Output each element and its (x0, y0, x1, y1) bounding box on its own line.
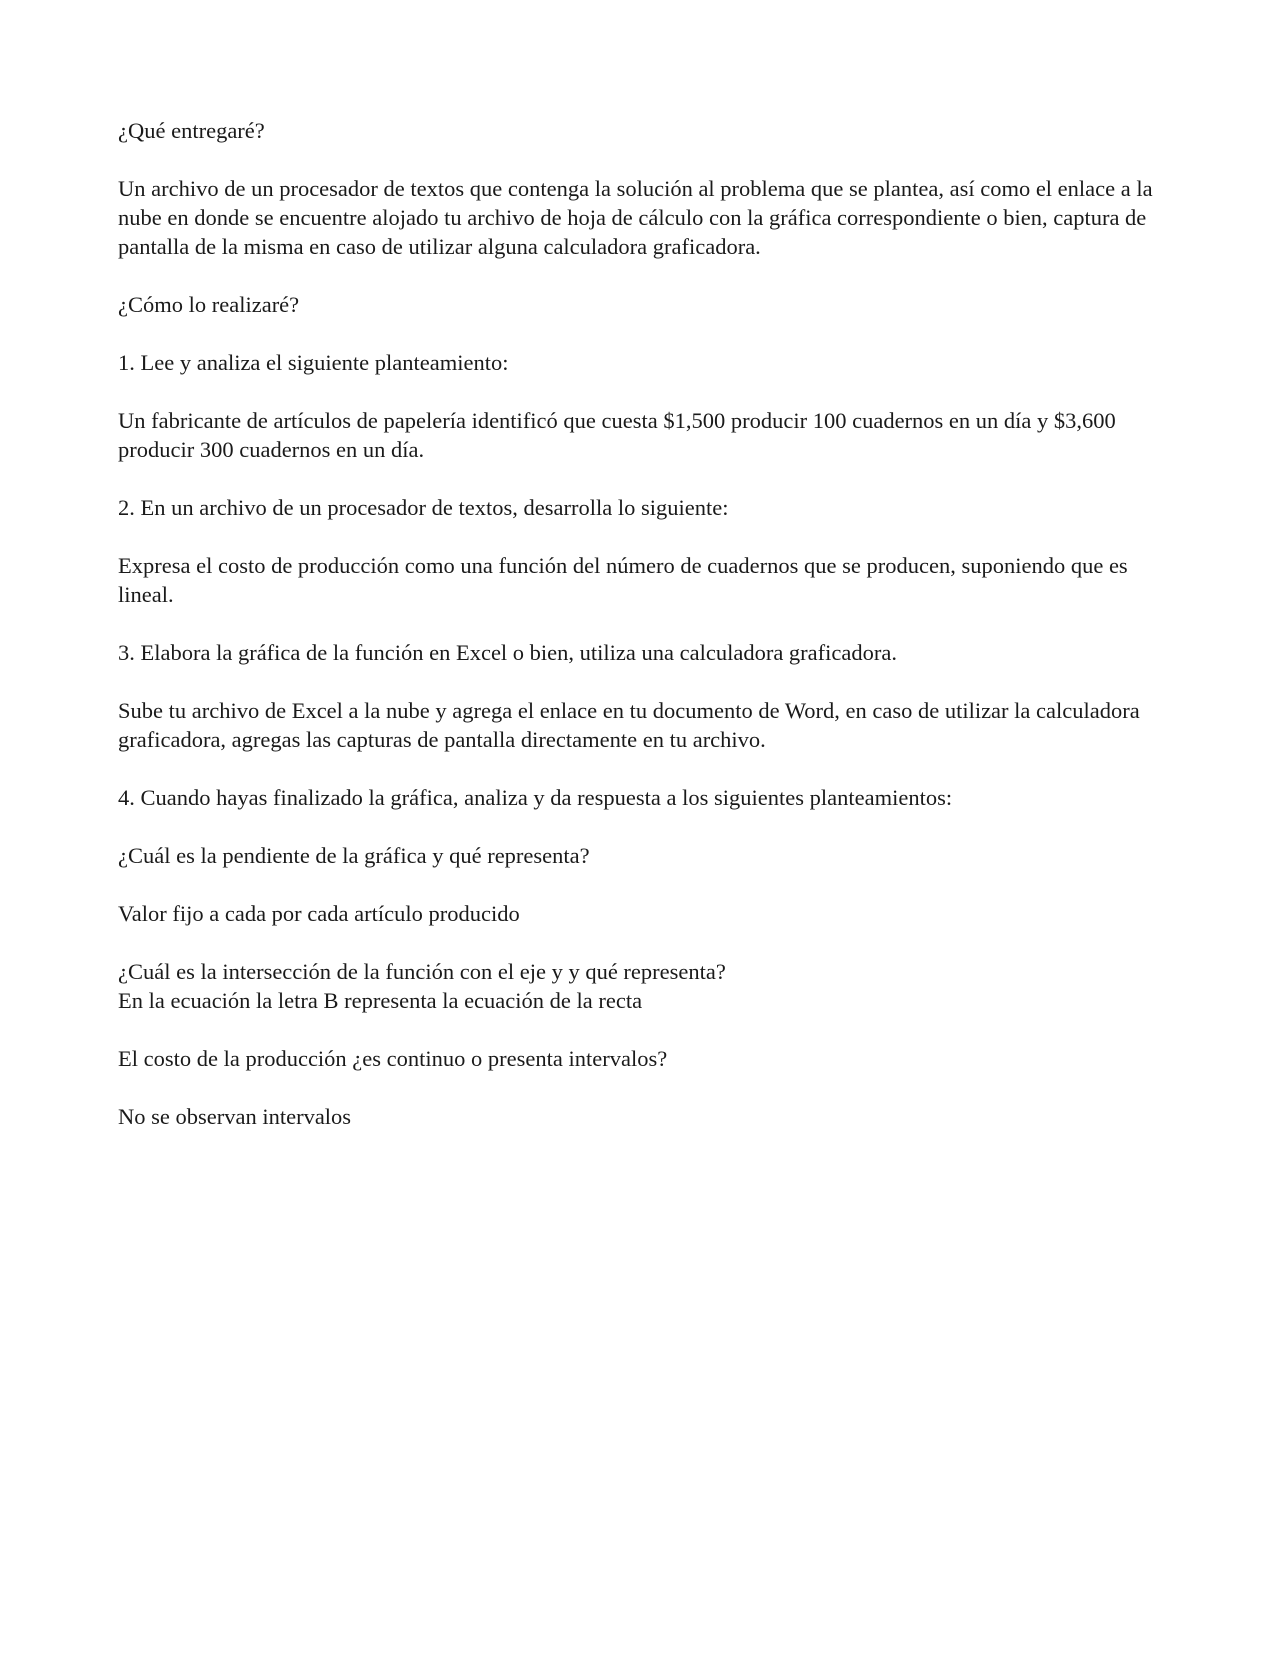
step-3-upload: Sube tu archivo de Excel a la nube y agrega el enlace en tu documento de Word, en caso de utilizar la calculadora graficadora, agregas las capturas de pantalla directamente en tu archivo. (118, 698, 1140, 752)
step-1: 1. Lee y analiza el siguiente planteamiento: (118, 350, 509, 375)
answer-3: No se observan intervalos (118, 1104, 352, 1129)
deliver-description: Un archivo de un procesador de textos que contenga la solución al problema que se plantea, así como el enlace a la nube en donde se encuentre alojado tu archivo de hoja de cálculo con la gráfica correspondiente o bien, captura de pantalla de la misma en caso de utilizar alguna calculadora graficadora. (118, 176, 1153, 259)
question-1: ¿Cuál es la pendiente de la gráfica y qué representa? (118, 843, 590, 868)
question-2: ¿Cuál es la intersección de la función con el eje y y qué representa? (118, 959, 726, 984)
question-3: El costo de la producción ¿es continuo o presenta intervalos? (118, 1046, 668, 1071)
step-3: 3. Elabora la gráfica de la función en Excel o bien, utiliza una calculadora graficadora. (118, 640, 897, 665)
heading-deliver: ¿Qué entregaré? (118, 118, 265, 143)
step-4: 4. Cuando hayas finalizado la gráfica, analiza y da respuesta a los siguientes planteamientos: (118, 785, 953, 810)
answer-1: Valor fijo a cada por cada artículo producido (118, 901, 520, 926)
step-2: 2. En un archivo de un procesador de textos, desarrolla lo siguiente: (118, 495, 729, 520)
document-body (118, 116, 1168, 1160)
heading-how: ¿Cómo lo realizaré? (118, 292, 300, 317)
problem-statement: Un fabricante de artículos de papelería identificó que cuesta $1,500 producir 100 cuadernos en un día y $3,600 producir 300 cuadernos en un día. (118, 408, 1116, 462)
step-2-task: Expresa el costo de producción como una función del número de cuadernos que se producen, suponiendo que es lineal. (118, 553, 1128, 607)
answer-2: En la ecuación la letra B representa la ecuación de la recta (118, 988, 643, 1013)
